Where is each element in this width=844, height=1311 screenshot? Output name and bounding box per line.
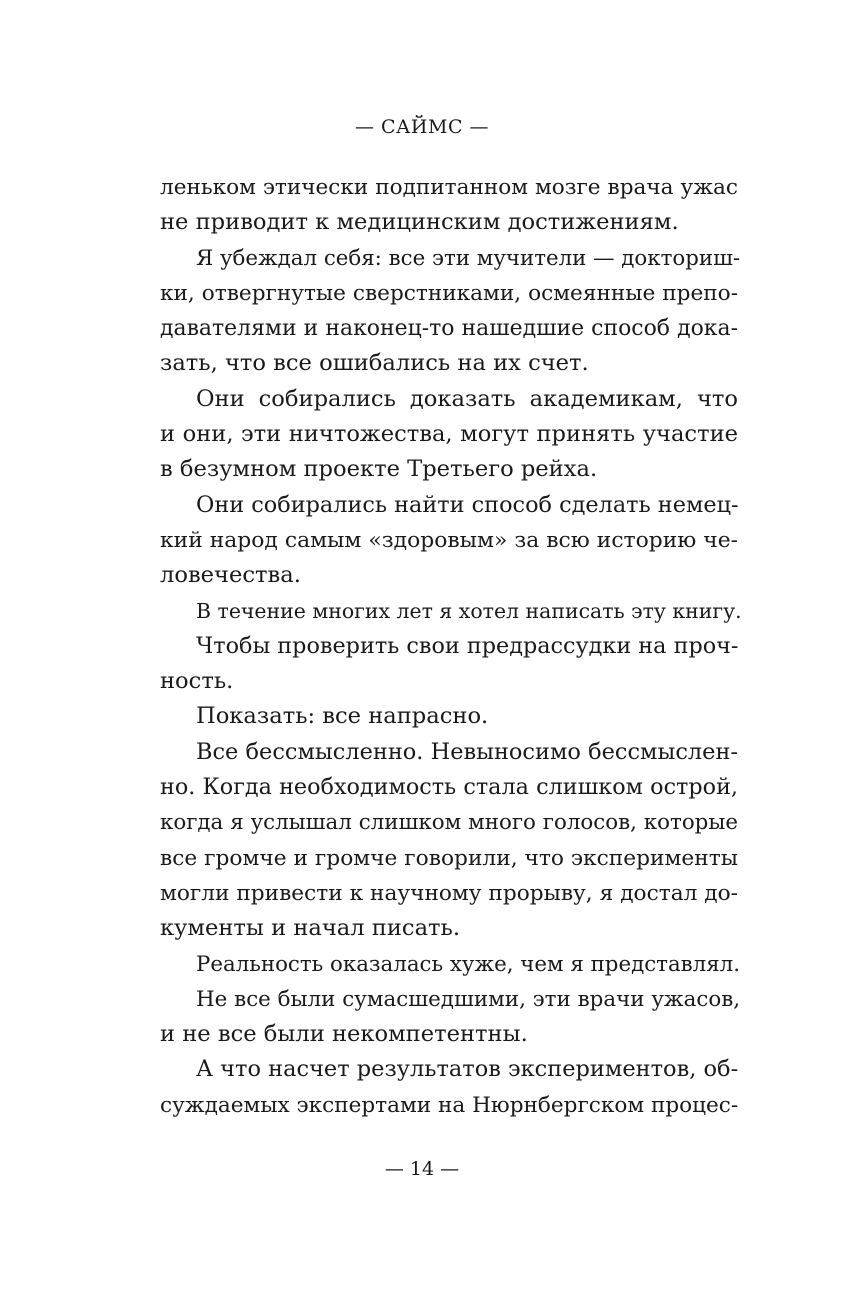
text-line: Я убеждал себя: все эти мучители — докториш- (196, 245, 741, 271)
text-line: В течение многих лет я хотел написать эту книгу. (196, 598, 742, 623)
text-line: не приводит к медицинским достижениям. (160, 209, 679, 236)
text-line: Все бессмысленно. Невыносимо бессмыслен- (196, 738, 738, 765)
text-line: Они собирались найти способ сделать немец- (196, 491, 739, 518)
text-line: Показать: все напрасно. (196, 703, 489, 730)
text-line: когда я услышал слишком много голосов, которые (160, 810, 738, 836)
page-number: — 14 — (384, 1158, 460, 1180)
running-head: — САЙМС — (354, 116, 490, 138)
body-text (160, 170, 742, 1123)
text-line: Реальность оказалась хуже, чем я представлял. (196, 951, 741, 977)
text-line: ность. (160, 668, 234, 695)
text-line: Они собирались доказать академикам, что (196, 385, 738, 412)
text-line: леньком этически подпитанном мозге врача ужас (160, 175, 738, 200)
text-line: все громче и громче говорили, что эксперименты (160, 845, 738, 871)
text-line: в безумном проекте Третьего рейха. (160, 456, 598, 483)
text-line: суждаемых экспертами на Нюрнбергском процес- (160, 1092, 739, 1118)
text-line: могли привести к научному прорыву, я достал до- (160, 880, 738, 906)
text-line: кий народ самым «здоровым» за всю историю че- (160, 527, 738, 553)
text-line: ловечества. (160, 562, 301, 589)
text-line: кументы и начал писать. (160, 915, 461, 942)
text-line: ки, отвергнутые сверстниками, осмеянные препо- (160, 280, 738, 306)
text-line: и не все были некомпетентны. (160, 1021, 528, 1048)
text-line: и они, эти ничтожества, могут принять участие (160, 421, 738, 448)
text-line: давателями и наконец-то нашедшие способ дока- (160, 316, 738, 342)
text-line: зать, что все ошибались на их счет. (160, 350, 589, 377)
text-line: но. Когда необходимость стала слишком острой, (160, 774, 738, 801)
text-line: А что насчет результатов экспериментов, об- (196, 1056, 739, 1083)
text-line: Не все были сумасшедшими, эти врачи ужасов, (196, 986, 741, 1012)
text-line: Чтобы проверить свои предрассудки на проч- (196, 632, 739, 659)
